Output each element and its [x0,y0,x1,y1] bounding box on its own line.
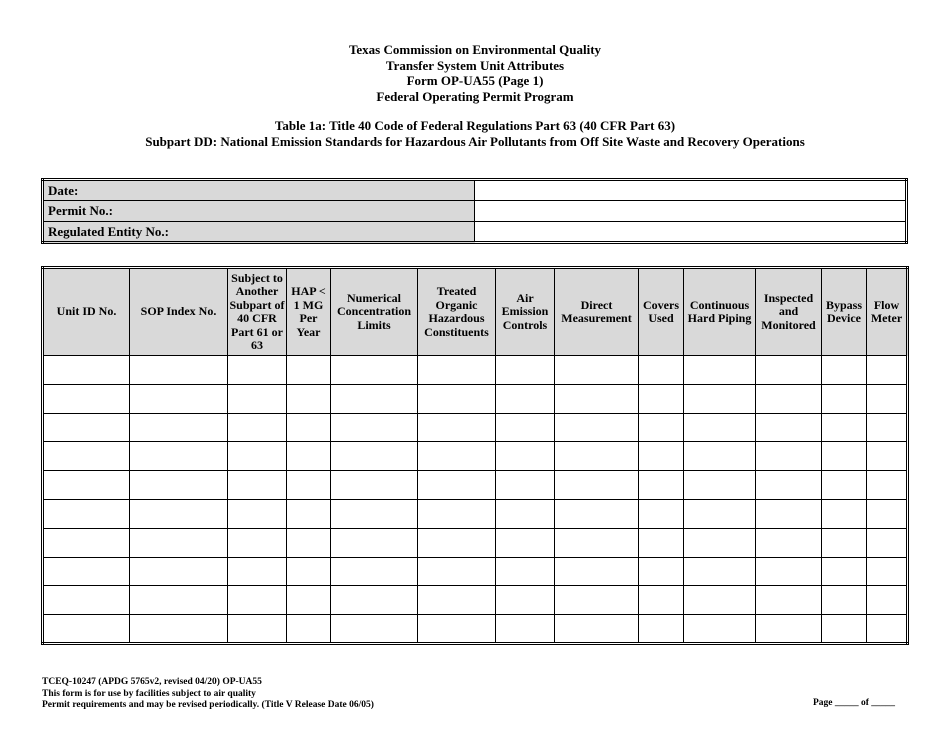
column-header: Covers Used [639,268,684,356]
table-cell[interactable] [639,528,684,557]
table-cell[interactable] [228,413,287,442]
table-cell[interactable] [756,499,822,528]
table-cell[interactable] [822,557,867,586]
table-cell[interactable] [639,442,684,471]
date-field[interactable] [475,180,907,201]
table-cell[interactable] [287,413,331,442]
table-cell[interactable] [756,413,822,442]
table-cell[interactable] [43,528,130,557]
table-cell[interactable] [496,499,555,528]
form-id: Form OP-UA55 (Page 1) [406,73,544,88]
table-cell[interactable] [130,384,228,413]
table-cell[interactable] [331,471,418,500]
table-cell[interactable] [822,384,867,413]
column-header: Continuous Hard Piping [684,268,756,356]
column-header: Treated Organic Hazardous Constituents [418,268,496,356]
permit-no-field[interactable] [475,201,907,222]
table-cell[interactable] [867,499,908,528]
table-cell[interactable] [130,557,228,586]
table-cell[interactable] [331,557,418,586]
table-cell[interactable] [43,413,130,442]
table-cell[interactable] [496,615,555,644]
table-cell[interactable] [639,557,684,586]
table-cell[interactable] [43,586,130,615]
info-row-permit [43,201,907,222]
table-row [43,499,908,528]
table-cell[interactable] [639,413,684,442]
table-cell[interactable] [331,442,418,471]
table-cell[interactable] [228,471,287,500]
permit-no-label: Permit No.: [43,201,475,222]
table-cell[interactable] [756,384,822,413]
table-cell[interactable] [331,586,418,615]
table-cell[interactable] [287,615,331,644]
column-header: Direct Measurement [555,268,639,356]
table-cell[interactable] [756,442,822,471]
table-cell[interactable] [555,499,639,528]
table-cell[interactable] [287,499,331,528]
table-cell[interactable] [228,384,287,413]
column-header: Inspected and Monitored [756,268,822,356]
column-header: Air Emission Controls [496,268,555,356]
table-cell[interactable] [555,586,639,615]
table-body [43,356,908,644]
table-cell[interactable] [867,442,908,471]
table-cell[interactable] [684,586,756,615]
table-cell[interactable] [822,471,867,500]
table-cell[interactable] [496,557,555,586]
table-cell[interactable] [555,442,639,471]
table-cell[interactable] [822,499,867,528]
table-cell[interactable] [130,615,228,644]
table-cell[interactable] [684,615,756,644]
table-cell[interactable] [418,615,496,644]
column-header: Subject to Another Subpart of 40 CFR Part 61 or 63 [228,268,287,356]
table-cell[interactable] [418,499,496,528]
table-cell[interactable] [287,528,331,557]
table-cell[interactable] [228,557,287,586]
table-cell[interactable] [496,384,555,413]
table-cell[interactable] [418,356,496,385]
table-cell[interactable] [555,384,639,413]
table-cell[interactable] [418,384,496,413]
table-row [43,356,908,385]
table-title [0,118,950,150]
table-cell[interactable] [496,442,555,471]
table-cell[interactable] [867,528,908,557]
table-row [43,586,908,615]
table-row [43,442,908,471]
column-header: Flow Meter [867,268,908,356]
table-cell[interactable] [43,615,130,644]
regulated-entity-field[interactable] [475,222,907,243]
table-cell[interactable] [331,499,418,528]
table-cell[interactable] [822,586,867,615]
column-header: Unit ID No. [43,268,130,356]
info-row-date [43,180,907,201]
table-row [43,384,908,413]
table-cell[interactable] [287,586,331,615]
table-cell[interactable] [756,528,822,557]
page-number: Page _____ of _____ [813,698,896,708]
table-cell[interactable] [331,413,418,442]
table-cell[interactable] [639,586,684,615]
table-cell[interactable] [867,413,908,442]
table-cell[interactable] [684,356,756,385]
table-cell[interactable] [418,586,496,615]
table-cell[interactable] [756,586,822,615]
table-cell[interactable] [43,442,130,471]
table-cell[interactable] [822,413,867,442]
permit-info-table [41,178,908,244]
table-cell[interactable] [639,615,684,644]
table-title-line2: Subpart DD: National Emission Standards for Hazardous Air Pollutants from Off Site Waste and Recovery Operations [145,134,805,149]
table-cell[interactable] [228,528,287,557]
program-name: Federal Operating Permit Program [376,88,574,104]
table-cell[interactable] [639,356,684,385]
table-row [43,413,908,442]
table-cell[interactable] [418,557,496,586]
table-row [43,557,908,586]
column-header: Numerical Concentration Limits [331,268,418,356]
column-header-row [43,268,908,356]
table-cell[interactable] [684,528,756,557]
table-cell[interactable] [867,384,908,413]
table-cell[interactable] [684,499,756,528]
table-cell[interactable] [684,384,756,413]
table-cell[interactable] [130,586,228,615]
form-header [0,42,950,104]
table-cell[interactable] [867,557,908,586]
column-header: HAP < 1 MG Per Year [287,268,331,356]
table-cell[interactable] [287,471,331,500]
table-cell[interactable] [684,413,756,442]
table-cell[interactable] [639,384,684,413]
table-cell[interactable] [43,471,130,500]
table-cell[interactable] [418,471,496,500]
table-cell[interactable] [867,615,908,644]
table-cell[interactable] [756,615,822,644]
table-cell[interactable] [496,356,555,385]
column-header: SOP Index No. [130,268,228,356]
table-cell[interactable] [822,528,867,557]
table-cell[interactable] [130,356,228,385]
table-cell[interactable] [228,586,287,615]
column-header: Bypass Device [822,268,867,356]
regulated-entity-label: Regulated Entity No.: [43,222,475,243]
table-cell[interactable] [228,442,287,471]
table-row [43,615,908,644]
date-label: Date: [43,180,475,201]
table-cell[interactable] [287,557,331,586]
form-subject: Transfer System Unit Attributes [385,57,565,73]
table-cell[interactable] [130,499,228,528]
table-cell[interactable] [228,615,287,644]
table-cell[interactable] [555,557,639,586]
table-cell[interactable] [684,557,756,586]
table-cell[interactable] [43,499,130,528]
table-cell[interactable] [287,442,331,471]
table-cell[interactable] [555,471,639,500]
table-cell[interactable] [130,471,228,500]
table-cell[interactable] [496,586,555,615]
table-cell[interactable] [418,528,496,557]
table-cell[interactable] [684,442,756,471]
table-cell[interactable] [756,471,822,500]
table-cell[interactable] [331,528,418,557]
table-row [43,528,908,557]
table-cell[interactable] [130,413,228,442]
table-cell[interactable] [496,471,555,500]
table-cell[interactable] [496,413,555,442]
table-cell[interactable] [867,356,908,385]
table-cell[interactable] [756,557,822,586]
table-cell[interactable] [418,442,496,471]
table-cell[interactable] [43,356,130,385]
table-cell[interactable] [867,471,908,500]
table-cell[interactable] [822,356,867,385]
table-cell[interactable] [822,615,867,644]
table-title-line1: Table 1a: Title 40 Code of Federal Regulations Part 63 (40 CFR Part 63) [274,118,676,133]
table-cell[interactable] [822,442,867,471]
footer-revision-note: Permit requirements and may be revised periodically. (Title V Release Date 06/05) [42,700,374,710]
table-cell[interactable] [331,615,418,644]
table-cell[interactable] [331,356,418,385]
info-row-entity [43,222,907,243]
footer-usage-note: This form is for use by facilities subject to air quality [42,688,256,699]
table-cell[interactable] [555,528,639,557]
table-cell[interactable] [130,528,228,557]
table-cell[interactable] [555,615,639,644]
table-cell[interactable] [639,499,684,528]
form-footer [42,677,374,712]
table-cell[interactable] [684,471,756,500]
table-cell[interactable] [331,384,418,413]
table-cell[interactable] [130,442,228,471]
table-cell[interactable] [228,356,287,385]
table-cell[interactable] [287,384,331,413]
footer-form-code: TCEQ-10247 (APDG 5765v2, revised 04/20) OP-UA55 [42,677,262,687]
table-cell[interactable] [867,586,908,615]
table-cell[interactable] [43,557,130,586]
table-cell[interactable] [228,499,287,528]
table-cell[interactable] [639,471,684,500]
table-cell[interactable] [496,528,555,557]
attributes-table [41,266,909,645]
agency-name: Texas Commission on Environmental Quality [348,42,602,57]
table-row [43,471,908,500]
table-cell[interactable] [756,356,822,385]
table-cell[interactable] [555,413,639,442]
table-cell[interactable] [43,384,130,413]
table-cell[interactable] [287,356,331,385]
table-cell[interactable] [418,413,496,442]
table-cell[interactable] [555,356,639,385]
